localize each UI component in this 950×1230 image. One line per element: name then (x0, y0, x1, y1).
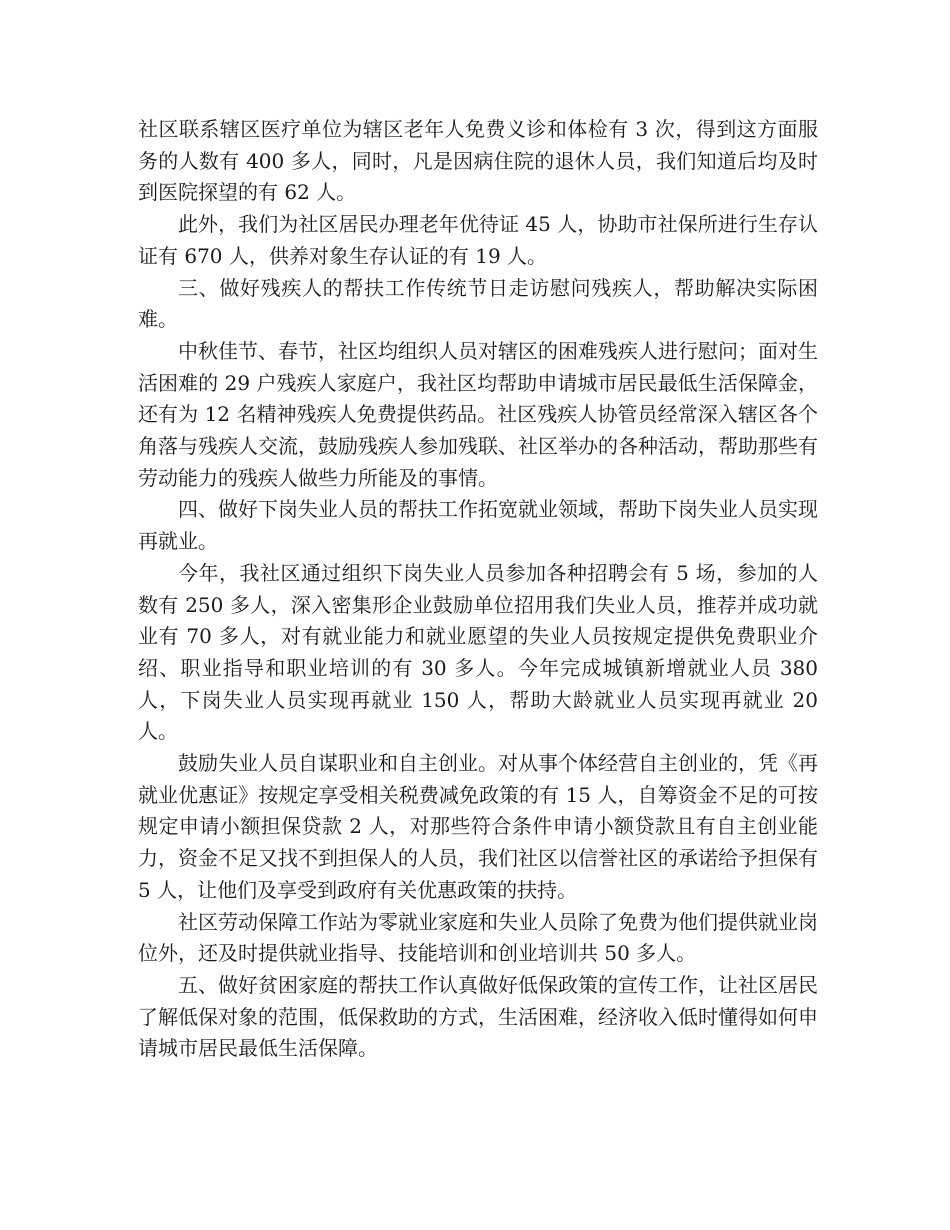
paragraph-medical-service: 社区联系辖区医疗单位为辖区老年人免费义诊和体检有 3 次，得到这方面服务的人数有 400 多人，同时，凡是因病住院的退休人员，我们知道后均及时到医院探望的有 62 人。 (138, 117, 818, 205)
section-heading-poor-families: 五、做好贫困家庭的帮扶工作认真做好低保政策的宣传工作，让社区居民了解低保对象的范围，低保救助的方式，生活困难，经济收入低时懂得如何申请城市居民最低生活保障。 (138, 972, 818, 1061)
paragraph-labor-station: 社区劳动保障工作站为零就业家庭和失业人员除了免费为他们提供就业岗位外，还及时提供就业指导、技能培训和创业培训共 50 多人。 (138, 909, 818, 966)
paragraph-elderly-certificates: 此外，我们为社区居民办理老年优待证 45 人，协助市社保所进行生存认证有 670 人，供养对象生存认证的有 19 人。 (138, 212, 818, 268)
paragraph-job-fairs: 今年，我社区通过组织下岗失业人员参加各种招聘会有 5 场，参加的人数有 250 多人，深入密集形企业鼓励单位招用我们失业人员，推荐并成功就业有 70 多人，对有就业能力和就业愿望的失业人员按规定提供免费职业介绍、职业指导和职业培训的有 30 多人。今年完成城镇新增就业人员 380 人，下岗失业人员实现再就业 150 人，帮助大龄就业人员实现再就业 20 人。 (138, 560, 818, 744)
section-heading-reemployment: 四、做好下岗失业人员的帮扶工作拓宽就业领域，帮助下岗失业人员实现再就业。 (138, 497, 818, 554)
section-heading-disabled-assistance: 三、做好残疾人的帮扶工作传统节日走访慰问残疾人，帮助解决实际困难。 (138, 275, 818, 332)
document-page (138, 114, 818, 1065)
paragraph-self-employment: 鼓励失业人员自谋职业和自主创业。对从事个体经营自主创业的，凭《再就业优惠证》按规定享受相关税费减免政策的有 15 人，自筹资金不足的可按规定申请小额担保贷款 2 人，对那些符合条件申请小额贷款且有自主创业能力，资金不足又找不到担保人的人员，我们社区以信誉社区的承诺给予担保有 5 人，让他们及享受到政府有关优惠政策的扶持。 (138, 751, 818, 902)
paragraph-disabled-visits: 中秋佳节、春节，社区均组织人员对辖区的困难残疾人进行慰问；面对生活困难的 29 户残疾人家庭户，我社区均帮助申请城市居民最低生活保障金，还有为 12 名精神残疾人免费提供药品。社区残疾人协管员经常深入辖区各个角落与残疾人交流，鼓励残疾人参加残联、社区举办的各种活动，帮助那些有劳动能力的残疾人做些力所能及的事情。 (138, 338, 818, 490)
